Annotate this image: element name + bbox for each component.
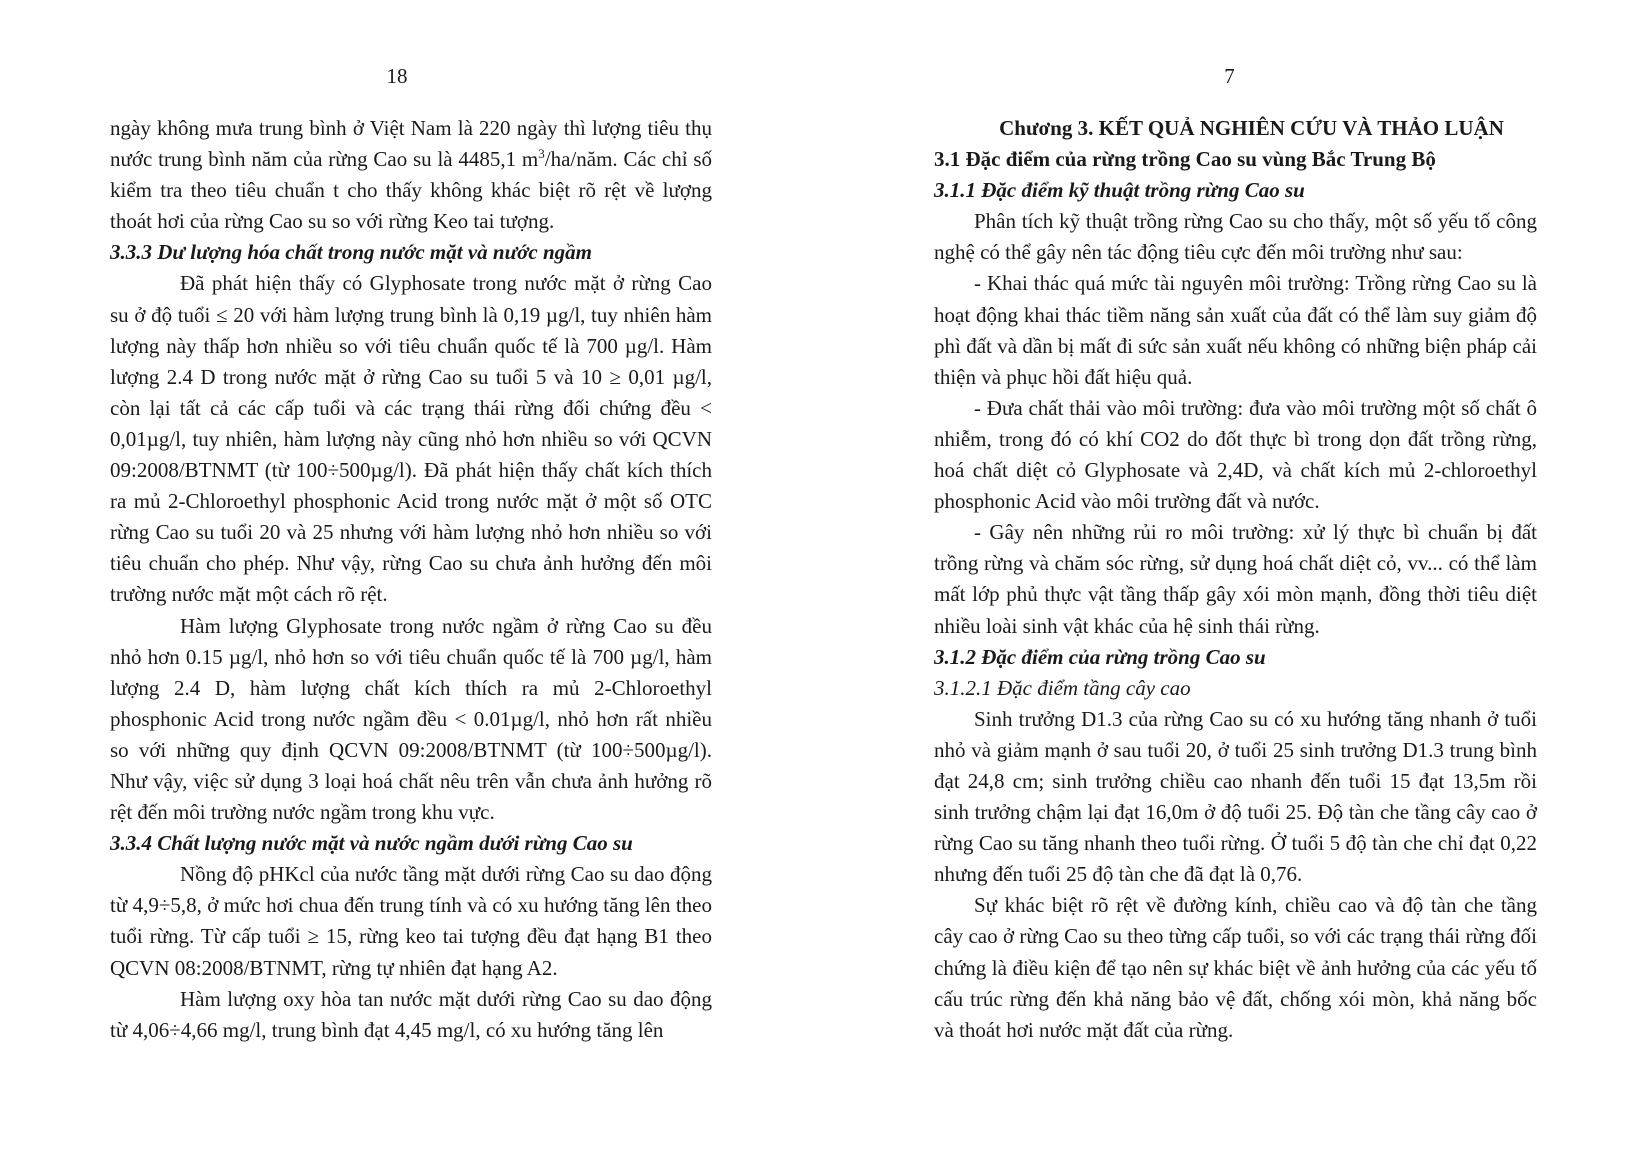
paragraph: Sự khác biệt rõ rệt về đường kính, chiều cao và độ tàn che tầng cây cao ở rừng Cao su theo từng cấp tuổi, so với các trạng thái rừng đối chứng là điều kiện để tạo nên sự khác biệt về ảnh hưởng của các yếu tố cấu trúc rừng đến khả năng bảo vệ đất, chống xói mòn, khả năng bốc và thoát hơi nước mặt đất của rừng. [934,893,1537,1042]
paragraph: Hàm lượng Glyphosate trong nước ngầm ở rừng Cao su đều nhỏ hơn 0.15 µg/l, nhỏ hơn so với tiêu chuẩn quốc tế là 700 µg/l, hàm lượng 2.4 D, hàm lượng chất kích thích ra mủ 2-Chloroethyl phosphonic Acid trong nước ngầm đều < 0.01µg/l, nhỏ hơn rất nhiều so với những quy định QCVN 09:2008/BTNMT (từ 100÷500µg/l). Như vậy, việc sử dụng 3 loại hoá chất nêu trên vẫn chưa ảnh hưởng rõ rệt đến môi trường nước ngầm trong khu vực. [110,613,712,825]
paragraph: Nồng độ pHKcl của nước tầng mặt dưới rừng Cao su dao động từ 4,9÷5,8, ở mức hơi chua đến trung tính và có xu hướng tăng lên theo tuổi rừng. Từ cấp tuổi ≥ 15, rừng keo tai tượng đều đạt hạng B1 theo QCVN 08:2008/BTNMT, rừng tự nhiên đạt hạng A2. [110,862,712,980]
right-page [934,0,1537,1157]
paragraph: Hàm lượng oxy hòa tan nước mặt dưới rừng Cao su dao động từ 4,06÷4,66 mg/l, trung bình đạt 4,45 mg/l, có xu hướng tăng lên [110,986,712,1042]
left-page [110,0,712,1157]
paragraph: - Khai thác quá mức tài nguyên môi trường: Trồng rừng Cao su là hoạt động khai thác tiềm năng sản xuất của đất có thể làm suy giảm độ phì đất và dần bị mất đi sức sản xuất nếu không có những biện pháp cải thiện và phục hồi đất hiệu quả. [934,271,1537,389]
superscript: 3 [538,146,545,162]
subsubsection-heading: 3.1.2.1 Đặc điểm tầng cây cao [934,675,1191,700]
section-heading: 3.1 Đặc điểm của rừng trồng Cao su vùng Bắc Trung Bộ [934,147,1436,172]
paragraph-text: thụ nước trung bình năm của rừng Cao su là 4485,1 m [110,116,713,172]
paragraph-text: ngày không mưa trung bình ở Việt Nam là 220 ngày thì lượng tiêu [110,116,679,140]
section-heading: 3.3.3 Dư lượng hóa chất trong nước mặt và nước ngầm [110,240,593,265]
paragraph [110,113,712,237]
page-body [934,113,1537,1046]
paragraph: - Gây nên những rủi ro môi trường: xử lý thực bì chuẩn bị đất trồng rừng và chăm sóc rừng, sử dụng hoá chất diệt cỏ, vv... có thể làm mất lớp phủ thực vật tầng thấp gây xói mòn mạnh, đồng thời tiêu diệt nhiều loài sinh vật khác của hệ sinh thái rừng. [934,520,1537,638]
paragraph: - Đưa chất thải vào môi trường: đưa vào môi trường một số chất ô nhiễm, trong đó có khí CO2 do đốt thực bì trong dọn đất trồng rừng, hoá chất diệt cỏ Glyphosate và 2,4D, và chất kích mủ 2-chloroethyl phosphonic Acid vào môi trường đất và nước. [934,395,1537,514]
paragraph-text: /ha/năm. Các chỉ số kiểm tra theo tiêu chuẩn t cho thấy không khác biệt rõ rệt về lượng thoát hơi của rừng Cao su so với rừng Keo tai tượng. [110,147,712,234]
subsection-heading: 3.1.2 Đặc điểm của rừng trồng Cao su [934,644,1266,669]
section-heading: 3.3.4 Chất lượng nước mặt và nước ngầm dưới rừng Cao su [110,831,633,856]
subsection-heading: 3.1.1 Đặc điểm kỹ thuật trồng rừng Cao su [934,178,1305,203]
page-number: 18 [386,64,408,88]
paragraph: Đã phát hiện thấy có Glyphosate trong nước mặt ở rừng Cao su ở độ tuổi ≤ 20 với hàm lượng trung bình là 0,19 µg/l, tuy nhiên hàm lượng này thấp hơn nhiều so với tiêu chuẩn quốc tế là 700 µg/l. Hàm lượng 2.4 D trong nước mặt ở rừng Cao su tuổi 5 và 10 ≥ 0,01 µg/l, còn lại tất cả các cấp tuổi và các trạng thái rừng đối chứng đều < 0,01µg/l, tuy nhiên, hàm lượng này cũng nhỏ hơn nhiều so với QCVN 09:2008/BTNMT (từ 100÷500µg/l). Đã phát hiện thấy chất kích thích ra mủ 2-Chloroethyl phosphonic Acid trong nước mặt ở một số OTC rừng Cao su tuổi 20 và 25 nhưng với hàm lượng nhỏ hơn nhiều so với tiêu chuẩn cho phép. Như vậy, rừng Cao su chưa ảnh hưởng đến môi trường nước mặt một cách rõ rệt. [110,271,712,607]
paragraph: Sinh trưởng D1.3 của rừng Cao su có xu hướng tăng nhanh ở tuổi nhỏ và giảm mạnh ở sau tuổi 20, ở tuổi 25 sinh trưởng D1.3 trung bình đạt 24,8 cm; sinh trưởng chiều cao nhanh đến tuổi 15 đạt 13,5m rồi sinh trưởng chậm lại đạt 16,0m ở độ tuổi 25. Độ tàn che tầng cây cao ở rừng Cao su tăng nhanh theo tuổi rừng. Ở tuổi 5 độ tàn che chỉ đạt 0,22 nhưng đến tuổi 25 độ tàn che đã đạt là 0,76. [934,706,1537,887]
page-number: 7 [1224,64,1235,88]
page-body [110,113,712,1046]
paragraph: Phân tích kỹ thuật trồng rừng Cao su cho thấy, một số yếu tố công nghệ có thể gây nên tác động tiêu cực đến môi trường như sau: [934,209,1537,265]
chapter-title: Chương 3. KẾT QUẢ NGHIÊN CỨU VÀ THẢO LUẬN [999,116,1504,140]
